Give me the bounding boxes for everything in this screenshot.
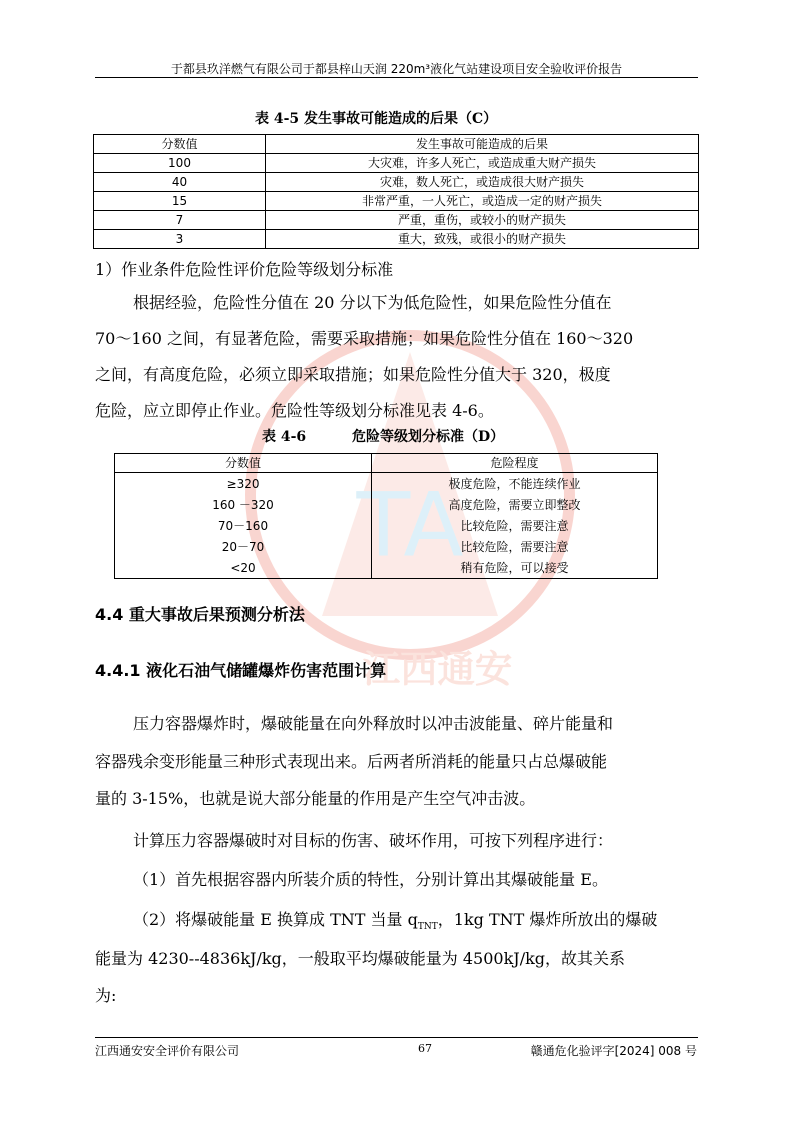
section-heading-4-4-1: 4.4.1 液化石油气储罐爆炸伤害范围计算 — [95, 661, 387, 680]
table-row — [94, 154, 699, 173]
table-cell: ≥320 — [115, 473, 372, 495]
paragraph-line — [133, 902, 657, 945]
table-4-6 — [114, 453, 658, 579]
table-row — [94, 173, 699, 192]
table-cell: 3 — [94, 230, 266, 249]
table-cell: 极度危险，不能连续作业 — [448, 476, 581, 491]
paragraph-line: 70～160 之间，有显著危险，需要采取措施；如果危险性分值在 160～320 — [95, 329, 634, 348]
table-cell: <20 — [115, 557, 372, 579]
page-header: 于都县玖洋燃气有限公司于都县梓山天润 220m³液化气站建设项目安全验收评价报告 — [170, 62, 623, 76]
watermark-text: 江西通安 — [362, 647, 513, 691]
criteria-item-heading: 1）作业条件危险性评价危险等级划分标准 — [95, 260, 394, 279]
table-row — [115, 515, 658, 536]
table-cell: 15 — [94, 192, 266, 211]
paragraph-line: 能量为 4230--4836kJ/kg，一般取平均爆破能量为 4500kJ/kg，故其关系 — [95, 949, 626, 968]
paragraph-line: 为: — [95, 986, 117, 1005]
table-row — [94, 230, 699, 249]
table-header-cell: 发生事故可能造成的后果 — [266, 135, 699, 154]
table-cell: 40 — [94, 173, 266, 192]
paragraph-line: 容器残余变形能量三种形式表现出来。后两者所消耗的能量只占总爆破能 — [95, 752, 608, 771]
table-cell: 160 －320 — [115, 494, 372, 515]
paragraph-line: 压力容器爆炸时，爆破能量在向外释放时以冲击波能量、碎片能量和 — [133, 714, 614, 733]
footer-company: 江西通安安全评价有限公司 — [95, 1044, 240, 1058]
table-header-cell: 危险程度 — [372, 454, 658, 473]
header-divider — [95, 77, 698, 78]
table-4-5-caption: 表 4-5 发生事故可能造成的后果（C） — [255, 111, 498, 127]
footer-divider — [95, 1037, 698, 1038]
table-4-5 — [93, 134, 699, 249]
table-row — [115, 557, 658, 579]
paragraph-line: 计算压力容器爆破时对目标的伤害、破坏作用，可按下列程序进行： — [133, 831, 614, 850]
table-row — [115, 473, 658, 495]
table-cell: 70－160 — [115, 515, 372, 536]
table-row — [115, 494, 658, 515]
table-cell: 非常严重，一人死亡，或造成一定的财产损失 — [266, 192, 699, 211]
table-cell: 高度危险，需要立即整改 — [448, 497, 581, 512]
table-cell: 重大，致残，或很小的财产损失 — [266, 230, 699, 249]
page-number: 67 — [418, 1042, 432, 1055]
paragraph-text: ，1kg TNT 爆炸所放出的爆破 — [437, 910, 658, 929]
table-cell: 严重，重伤，或较小的财产损失 — [266, 211, 699, 230]
table-row — [94, 211, 699, 230]
paragraph-line: 根据经验，危险性分值在 20 分以下为低危险性，如果危险性分值在 — [133, 293, 612, 312]
paragraph-line: 之间，有高度危险，必须立即采取措施；如果危险性分值大于 320，极度 — [95, 365, 611, 384]
table-header-cell: 分数值 — [115, 454, 372, 473]
paragraph-line: 危险，应立即停止作业。危险性等级划分标准见表 4-6。 — [95, 401, 494, 420]
table-header-cell: 分数值 — [94, 135, 266, 154]
table-cell: 大灾难，许多人死亡，或造成重大财产损失 — [266, 154, 699, 173]
table-cell: 稍有危险，可以接受 — [372, 557, 658, 579]
paragraph-text: （2）将爆破能量 E 换算成 TNT 当量 q — [133, 910, 418, 929]
watermark-letters: TA — [356, 473, 464, 577]
document-number: 赣通危化验评字[2024] 008 号 — [530, 1044, 697, 1058]
paragraph-line: 量的 3-15%，也就是说大部分能量的作用是产生空气冲击波。 — [95, 789, 536, 808]
table-cell: 100 — [94, 154, 266, 173]
table-row — [94, 192, 699, 211]
table-4-6-caption-title: 危险等级划分标准（D） — [352, 429, 505, 445]
table-cell: 7 — [94, 211, 266, 230]
table-cell: 灾难，数人死亡，或造成很大财产损失 — [266, 173, 699, 192]
tnt-subscript: TNT — [417, 922, 438, 933]
table-cell: 20－70 — [115, 536, 372, 557]
section-heading-4-4: 4.4 重大事故后果预测分析法 — [95, 605, 305, 624]
table-4-6-caption-number: 表 4-6 — [262, 429, 307, 445]
table-cell: 比较危险，需要注意 — [460, 518, 569, 533]
table-cell: 比较危险，需要注意 — [460, 539, 569, 554]
paragraph-line: （1）首先根据容器内所装介质的特性，分别计算出其爆破能量 E。 — [133, 870, 608, 889]
table-row — [115, 536, 658, 557]
